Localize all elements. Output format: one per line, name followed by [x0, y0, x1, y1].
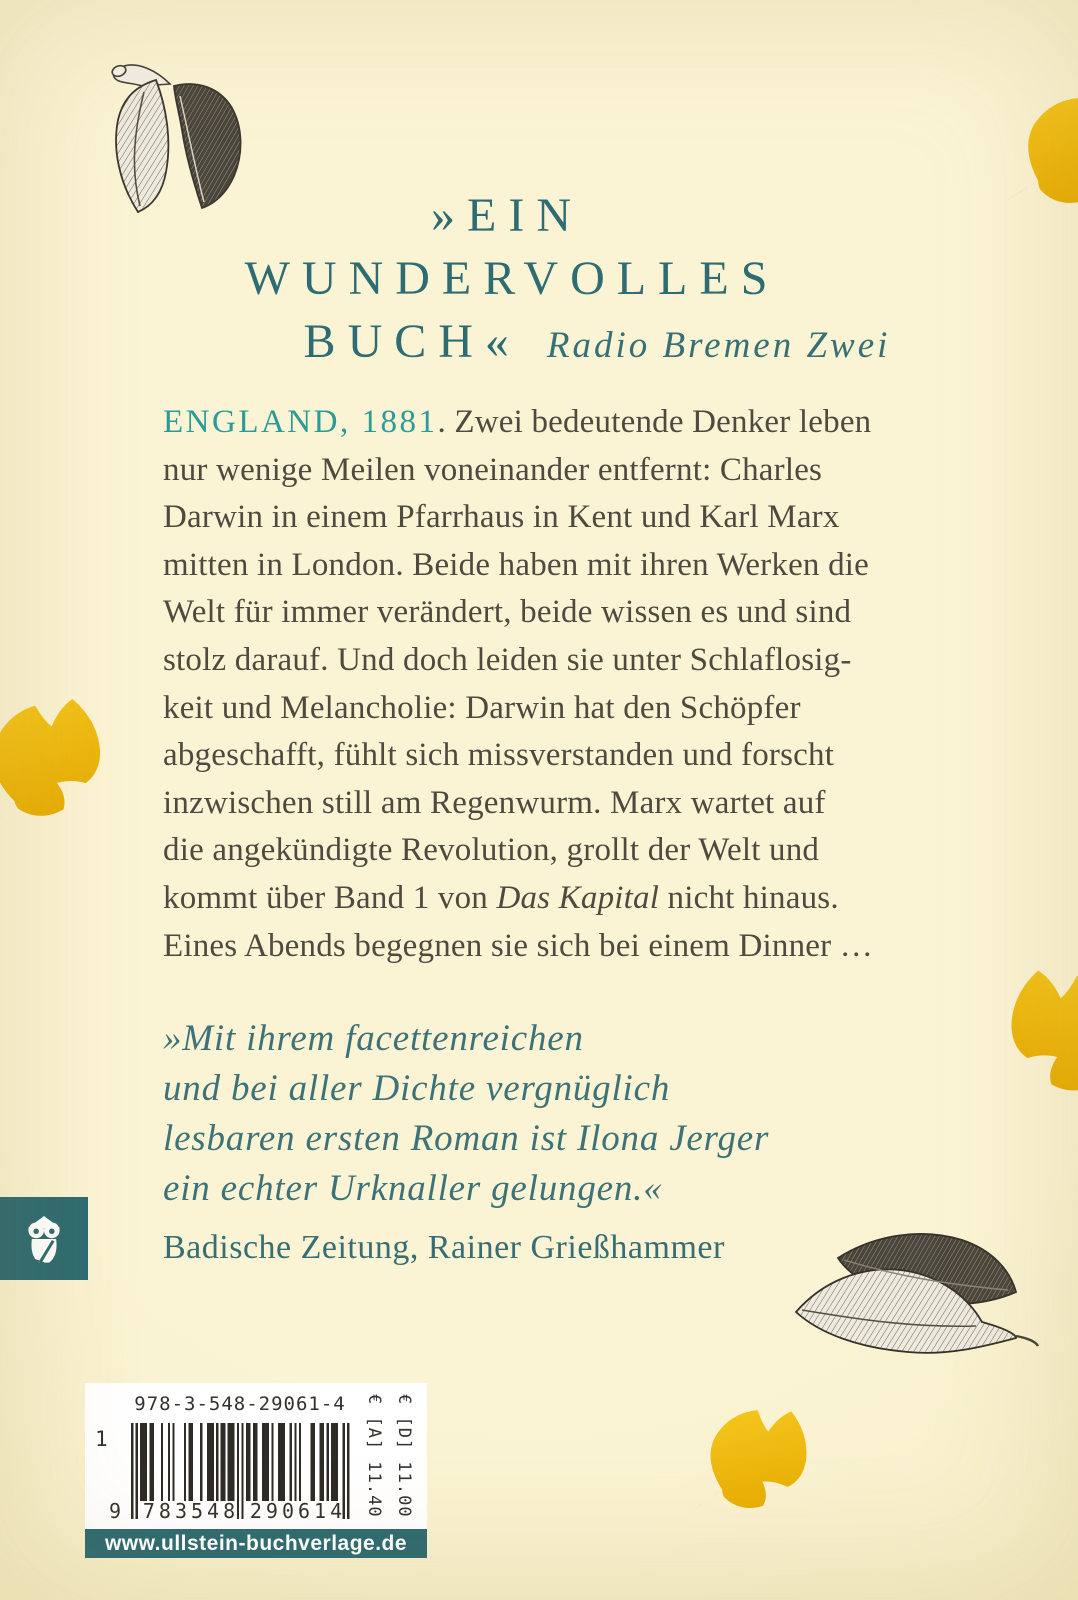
- ginkgo-leaf-icon: [0, 692, 110, 827]
- press-quote-line: und bei aller Dichte vergnüglich: [163, 1068, 671, 1109]
- headline-quote: [0, 184, 1078, 377]
- barcode-panel: [85, 1383, 427, 1529]
- price-germany: € [D] 11.00: [394, 1394, 414, 1518]
- price-austria: € [A] 11.40: [364, 1394, 384, 1518]
- synopsis-line: Eines Abends begegnen sie sich bei einem Dinner …: [163, 927, 873, 964]
- ginkgo-leaf-icon: [678, 1398, 826, 1518]
- price-labels: [359, 1394, 419, 1522]
- synopsis-line: abgeschafft, fühlt sich missverstanden und forscht: [163, 737, 835, 774]
- press-quote: [163, 1014, 923, 1273]
- ullstein-owl-logo-icon: [21, 1213, 67, 1265]
- press-quote-line: »Mit ihrem facettenreichen: [163, 1018, 584, 1059]
- synopsis-line: die angekündigte Revolution, grollt der Welt und: [163, 832, 820, 869]
- synopsis-line: inzwischen still am Regenwurm. Marx wartet auf: [163, 784, 826, 821]
- synopsis-line: mitten in London. Beide haben mit ihren Werken die: [163, 546, 869, 583]
- press-quote-line: lesbaren ersten Roman ist Ilona Jerger: [163, 1118, 770, 1159]
- headline-line1: »EIN: [431, 189, 583, 242]
- synopsis-lead: ENGLAND, 1881: [163, 404, 438, 440]
- synopsis-line: keit und Melancholie: Darwin hat den Schöpfer: [163, 689, 801, 726]
- edition-digit: 1: [95, 1427, 108, 1451]
- isbn-number: 978-3-548-29061-4: [134, 1393, 346, 1415]
- synopsis-line: ENGLAND, 1881. Zwei bedeutende Denker leben: [163, 404, 872, 440]
- headline-attribution: Radio Bremen Zwei: [546, 325, 891, 366]
- synopsis-line: Darwin in einem Pfarrhaus in Kent und Karl Marx: [163, 499, 840, 536]
- synopsis-line: kommt über Band 1 von Das Kapital nicht hinaus.: [163, 879, 839, 916]
- publisher-website-url: www.ullstein-buchverlage.de: [85, 1529, 427, 1558]
- press-quote-attribution: Badische Zeitung, Rainer Grießhammer: [163, 1229, 725, 1266]
- headline-line3-text: BUCH«: [303, 315, 521, 368]
- synopsis-line: Welt für immer verändert, beide wissen es und sind: [163, 594, 852, 631]
- synopsis-line: nur wenige Meilen voneinander entfernt: Charles: [163, 451, 823, 488]
- headline-line2: WUNDERVOLLES: [244, 252, 780, 305]
- synopsis: [163, 399, 963, 970]
- ginkgo-leaf-icon: [1004, 962, 1078, 1102]
- book-title-italic: Das Kapital: [496, 879, 660, 916]
- synopsis-line: stolz darauf. Und doch leiden sie unter Schlaflosig-: [163, 641, 852, 678]
- publisher-logo-box: [0, 1197, 88, 1280]
- headline-line3: [58, 310, 1078, 377]
- ean-digits: 9 783548 290614: [109, 1499, 347, 1523]
- press-quote-line: ein echter Urknaller gelungen.«: [163, 1168, 663, 1209]
